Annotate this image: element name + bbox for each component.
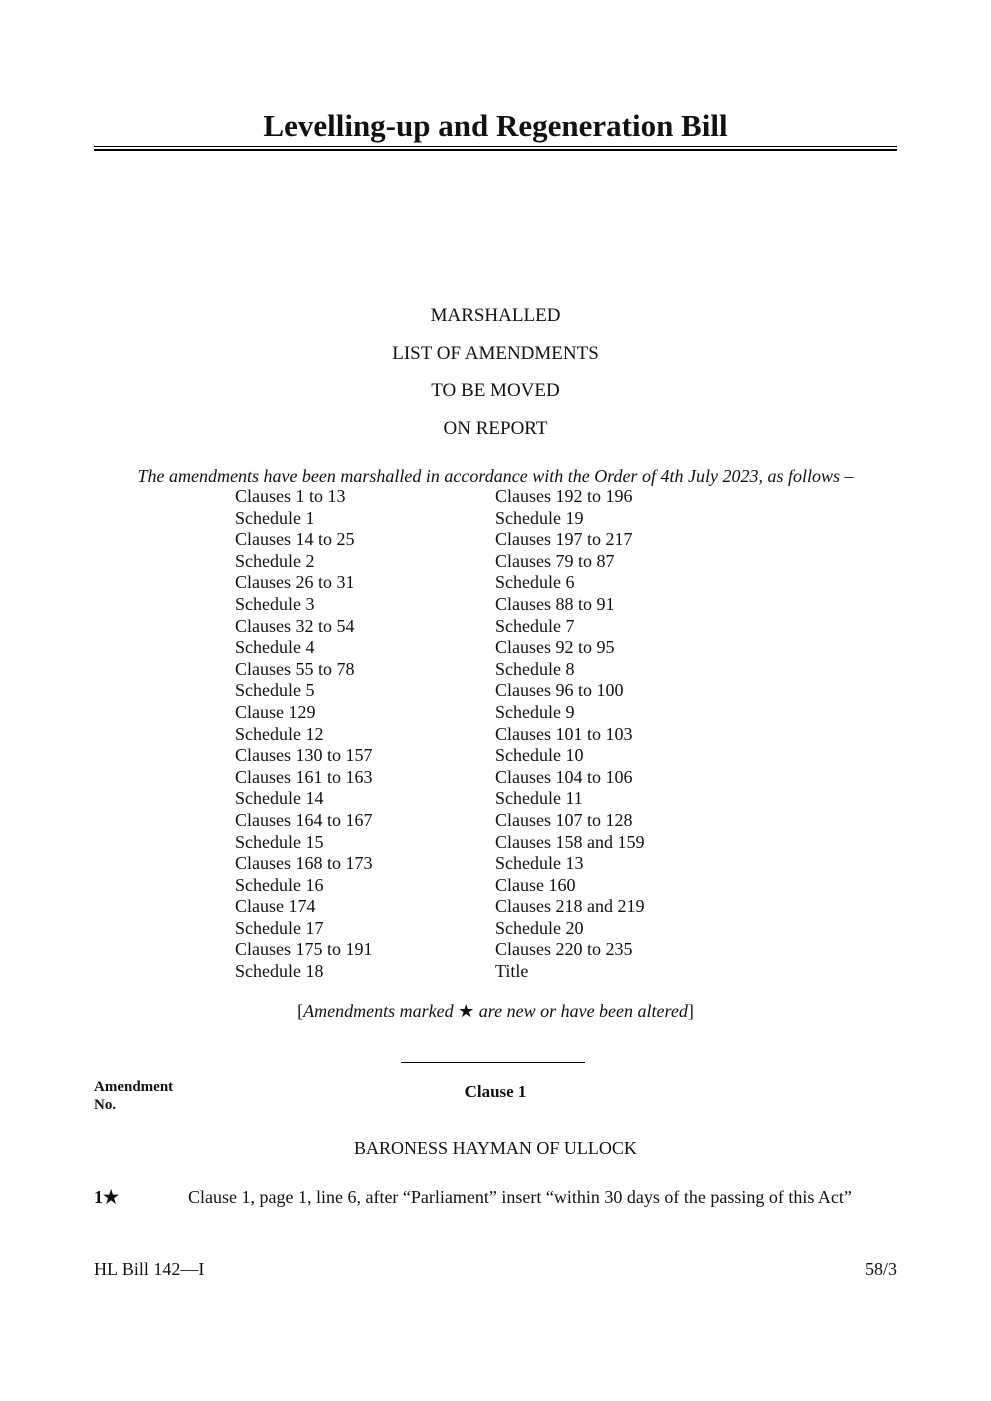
order-item: Schedule 16 [235,874,324,895]
order-item: Clauses 32 to 54 [235,615,355,636]
order-item: Clauses 104 to 106 [495,766,633,787]
note-text-before: Amendments marked [303,1001,459,1021]
order-item: Clauses 14 to 25 [235,529,355,550]
marshalling-intro: The amendments have been marshalled in accordance with the Order of 4th July 2023, as follows – [137,466,854,486]
order-item: Clauses 175 to 191 [235,939,373,960]
order-item: Schedule 18 [235,961,324,982]
page-title: Levelling-up and Regeneration Bill [263,108,728,143]
order-item: Schedule 10 [495,745,584,766]
order-column-right [495,486,644,983]
heading-line: TO BE MOVED [431,380,560,401]
order-item: Schedule 12 [235,723,324,744]
order-item: Schedule 11 [495,788,583,809]
footer-page-reference: 58/3 [864,1259,897,1279]
title-rule-thick [94,149,897,151]
note-open-bracket: [ [297,1001,304,1021]
heading-line: MARSHALLED [430,305,561,326]
order-item: Schedule 5 [235,680,315,701]
order-item: Clauses 161 to 163 [235,766,373,787]
note-close-bracket: ] [687,1001,694,1021]
order-item: Clauses 79 to 87 [495,550,615,571]
title-double-rule [94,146,897,152]
order-item: Clauses 158 and 159 [495,831,645,852]
order-item: Clause 129 [235,701,316,722]
order-item: Clauses 55 to 78 [235,658,355,679]
order-item: Clauses 164 to 167 [235,809,373,830]
clause-heading: Clause 1 [464,1082,527,1101]
order-item: Clauses 107 to 128 [495,809,633,830]
note-text-after: are new or have been altered [474,1001,688,1021]
title-rule-thin [94,146,897,147]
order-item: Clauses 92 to 95 [495,637,615,658]
order-item: Clauses 220 to 235 [495,939,633,960]
altered-amendments-note [94,999,897,1023]
heading-line: ON REPORT [443,417,548,439]
order-item: Schedule 19 [495,507,584,528]
order-item: Schedule 14 [235,788,324,809]
marshalled-list-heading [94,303,897,453]
order-item: Schedule 17 [235,917,324,938]
order-item: Clauses 130 to 157 [235,745,373,766]
order-item: Clause 160 [495,874,576,895]
footer-bill-reference: HL Bill 142—I [94,1259,205,1279]
star-icon: ★ [458,1001,475,1021]
amendment-sponsor: BARONESS HAYMAN OF ULLOCK [354,1138,637,1158]
section-divider [401,1062,585,1063]
order-item: Schedule 15 [235,831,324,852]
order-item: Schedule 7 [495,615,575,636]
amendment-number: 1★ [94,1187,120,1207]
order-item: Schedule 8 [495,658,575,679]
order-item: Clauses 1 to 13 [235,486,346,506]
order-item: Clauses 88 to 91 [495,593,615,614]
order-item: Clauses 26 to 31 [235,572,355,593]
order-item: Schedule 3 [235,593,315,614]
order-item: Title [495,961,529,982]
order-item: Schedule 20 [495,917,584,938]
order-item: Clauses 96 to 100 [495,680,624,701]
order-item: Clauses 168 to 173 [235,853,373,874]
order-item: Schedule 1 [235,507,315,528]
order-item: Schedule 9 [495,701,575,722]
order-item: Schedule 2 [235,550,315,571]
heading-line: LIST OF AMENDMENTS [392,342,599,364]
amendment-text: Clause 1, page 1, line 6, after “Parliament” insert “within 30 days of the passing of this Act” [188,1187,852,1207]
order-item: Clause 174 [235,896,316,917]
order-item: Clauses 197 to 217 [495,529,633,550]
order-item: Schedule 13 [495,853,584,874]
order-item: Clauses 101 to 103 [495,723,633,744]
order-item: Clauses 218 and 219 [495,896,645,917]
order-item: Clauses 192 to 196 [495,486,633,506]
order-column-left [235,486,373,983]
amendment-number-header-line1: Amendment [94,1079,174,1095]
amendment-number-header-line2: No. [94,1097,117,1113]
order-item: Schedule 6 [495,572,575,593]
order-item: Schedule 4 [235,637,315,658]
